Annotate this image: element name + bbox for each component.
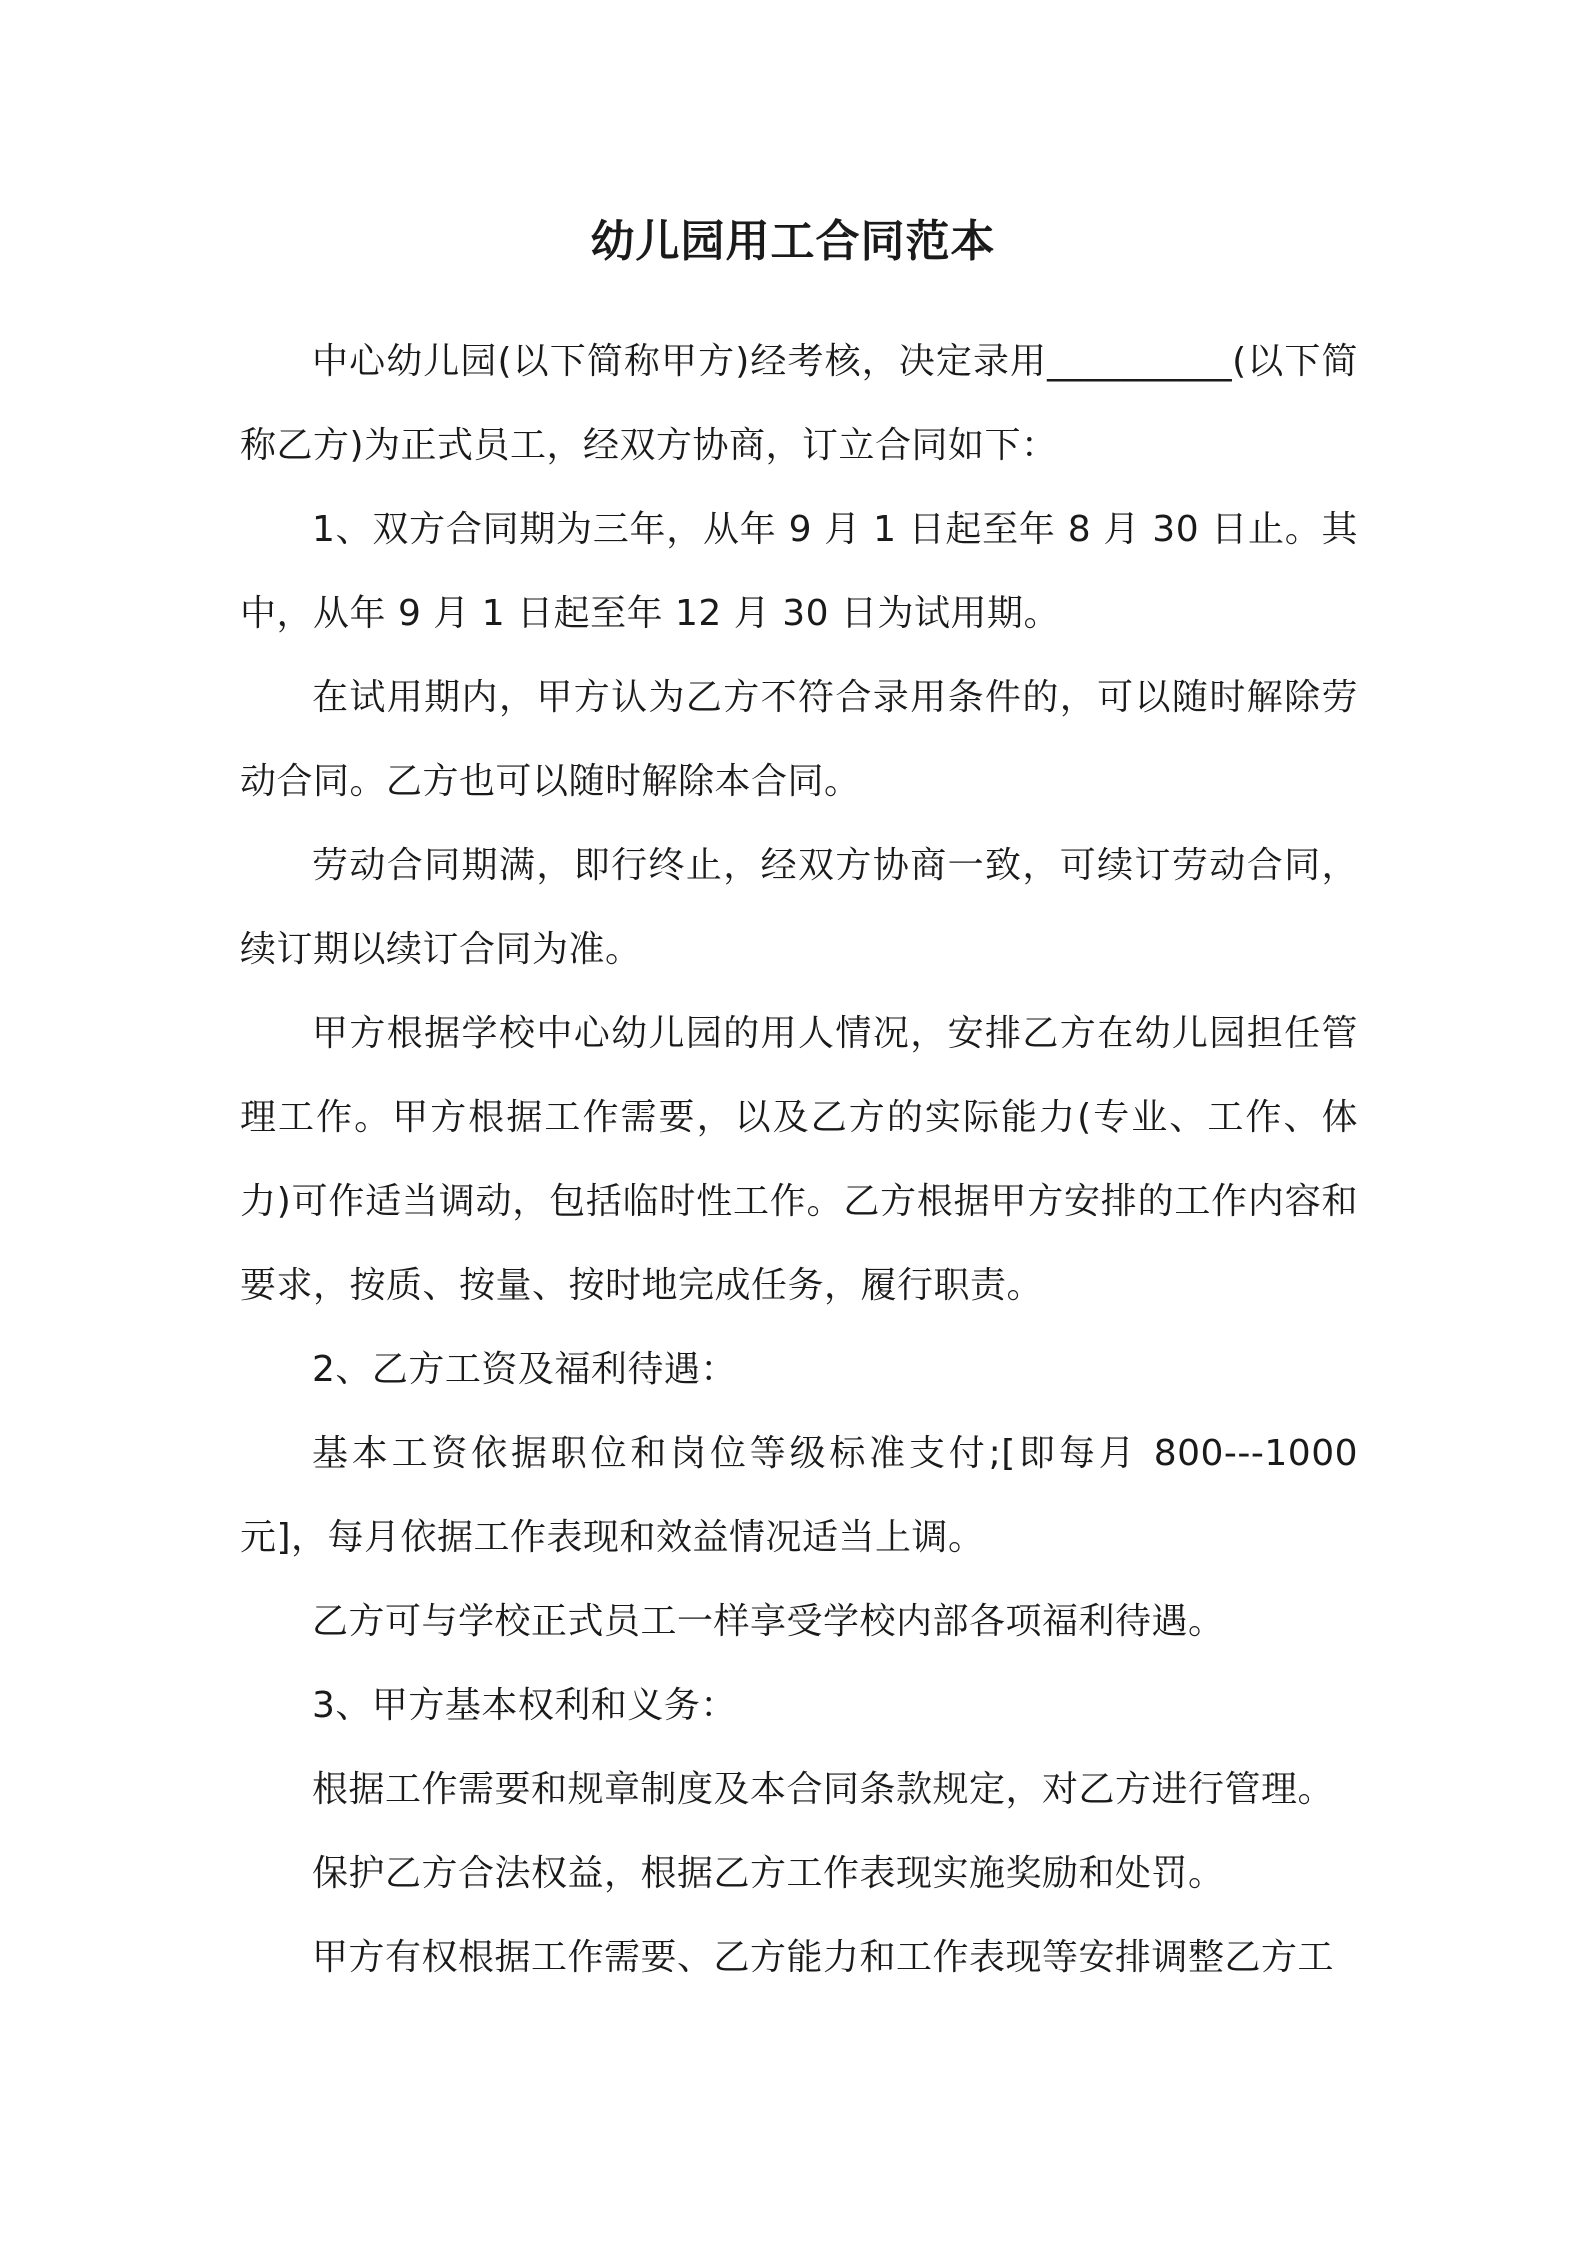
paragraph-protection: 保护乙方合法权益，根据乙方工作表现实施奖励和处罚。 [312, 1853, 1225, 1894]
section-heading-salary: 2、乙方工资及福利待遇： [312, 1349, 737, 1390]
paragraph-base-salary: 基本工资依据职位和岗位等级标准支付;[即每月 800---1000 元]，每月依据工作表现和效益情况适当上调。 [240, 1433, 1358, 1558]
paragraph-adjustment: 甲方有权根据工作需要、乙方能力和工作表现等安排调整乙方工 [312, 1937, 1335, 1978]
paragraph-intro: 中心幼儿园(以下简称甲方)经考核，决定录用__________(以下简称乙方)为正式员工，经双方协商，订立合同如下： [240, 341, 1358, 466]
paragraph-welfare: 乙方可与学校正式员工一样享受学校内部各项福利待遇。 [312, 1601, 1225, 1642]
paragraph-management: 根据工作需要和规章制度及本合同条款规定，对乙方进行管理。 [312, 1769, 1335, 1810]
paragraph-expiry: 劳动合同期满，即行终止，经双方协商一致，可续订劳动合同，续订期以续订合同为准。 [240, 845, 1358, 970]
paragraph-duties: 甲方根据学校中心幼儿园的用人情况，安排乙方在幼儿园担任管理工作。甲方根据工作需要，以及乙方的实际能力(专业、工作、体力)可作适当调动，包括临时性工作。乙方根据甲方安排的工作内容和要求，按质、按量、按时地完成任务，履行职责。 [240, 1013, 1358, 1306]
section-heading-party-a-rights: 3、甲方基本权利和义务： [312, 1685, 737, 1726]
document-body [240, 320, 1358, 2000]
paragraph-contract-term: 1、双方合同期为三年，从年 9 月 1 日起至年 8 月 30 日止。其中，从年 9 月 1 日起至年 12 月 30 日为试用期。 [240, 509, 1358, 634]
document-title: 幼儿园用工合同范本 [590, 216, 996, 267]
paragraph-probation: 在试用期内，甲方认为乙方不符合录用条件的，可以随时解除劳动合同。乙方也可以随时解除本合同。 [240, 677, 1358, 802]
